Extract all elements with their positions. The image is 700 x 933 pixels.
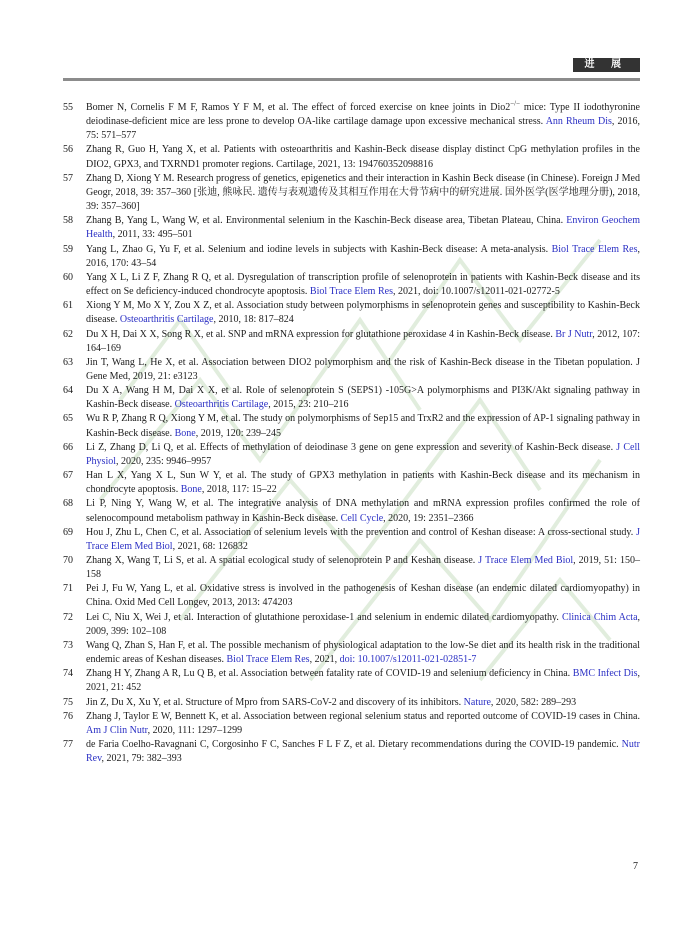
reference-text: Zhang D, Xiong Y M. Research progress of genetics, epigenetics and their interaction in Kashin Beck disease (in Chinese). Foreign J Med Geogr, 2018, 39: 357–360 [张迪, 熊咏民. 遗传与表观遗传及其相互作用在大骨节病中的研究进展. 国外医学(医学地理分册), 2018, 39: 357–360] [86,172,640,213]
reference-number: 72 [63,611,73,623]
reference-number: 58 [63,215,73,227]
reference-item [63,214,640,242]
reference-text: de Faria Coelho-Ravagnani C, Corgosinho F C, Sanches F L F Z, et al. Dietary recommendations during the COVID-19 pandemic. [86,739,622,751]
reference-number: 71 [63,583,73,595]
reference-text: Lei C, Niu X, Wei J, et al. Interaction of glutathione peroxidase-1 and selenium in endemic dilated cardiomyopathy. [86,611,562,623]
reference-number: 63 [63,356,73,368]
reference-text: , 2021, [309,654,340,666]
reference-text: Zhang J, Taylor E W, Bennett K, et al. Association between regional selenium status and reported outcome of COVID-19 cases in China. [86,710,640,722]
superscript-text: −/− [510,99,521,108]
journal-link[interactable]: Nutr Rev [86,739,640,765]
reference-number: 67 [63,470,73,482]
reference-item [63,667,640,695]
journal-link[interactable]: Environ Geochem Health [86,215,640,241]
page-content [63,58,640,766]
reference-item [63,554,640,582]
reference-item [63,299,640,327]
reference-item [63,243,640,271]
journal-link[interactable]: doi: 10.1007/s12011-021-02851-7 [339,654,477,666]
page-number: 7 [633,861,638,872]
journal-link[interactable]: Bone [174,427,196,439]
reference-text: Jin T, Wang L, He X, et al. Association between DIO2 polymorphism and the risk of Kashin-Beck disease in the Tibetan population. J Gene Med, 2019, 21: e3123 [86,356,640,382]
reference-number: 55 [63,102,73,113]
journal-link[interactable]: Am J Clin Nutr [86,724,148,736]
reference-text: , 2016, 75: 571–577 [86,116,641,142]
journal-link[interactable]: Clinica Chim Acta [561,611,638,623]
reference-text: Hou J, Zhu L, Chen C, et al. Association of selenium levels with the prevention and control of Keshan disease: A cross-sectional study. [86,526,637,538]
reference-number: 65 [63,413,73,425]
reference-text: , 2009, 399: 102–108 [86,611,641,637]
reference-item [63,101,640,143]
reference-text: , 2011, 33: 495–501 [112,229,193,241]
reference-list [63,101,640,766]
reference-text: , 2021, doi: 10.1007/s12011-021-02772-5 [392,286,560,298]
journal-link[interactable]: Br J Nutr [555,328,593,340]
reference-item [63,172,640,214]
journal-link[interactable]: J Trace Elem Med Biol [86,526,640,552]
journal-link[interactable]: Cell Cycle [340,512,384,524]
journal-link[interactable]: Biol Trace Elem Res [226,654,310,666]
reference-text: Li P, Ning Y, Wang W, et al. The integrative analysis of DNA methylation and mRNA expression profiles confirmed the role of selenocompound metabolism pathway in Kashin-Beck disease. [86,498,640,524]
reference-text: , 2020, 19: 2351–2366 [383,512,474,524]
reference-text: , 2021, 21: 452 [86,668,640,694]
journal-link[interactable]: J Cell Physiol [86,441,640,467]
reference-text: Du X A, Wang H M, Dai X X, et al. Role of selenoprotein S (SEPS1) -105G>A polymorphisms and PI3K/Akt signaling pathway in Kashin-Beck disease. [86,385,640,411]
journal-link[interactable]: Nature [463,696,491,708]
reference-item [63,143,640,171]
reference-number: 69 [63,526,73,538]
reference-text: , 2019, 51: 150–158 [86,555,640,581]
journal-link[interactable]: Biol Trace Elem Res [551,243,638,255]
reference-text: , 2020, 582: 289–293 [490,696,577,708]
journal-link[interactable]: J Trace Elem Med Biol [478,555,574,566]
reference-item [63,412,640,440]
reference-item [63,441,640,469]
journal-link[interactable]: Osteoarthritis Cartilage [174,399,269,411]
reference-number: 74 [63,668,73,680]
header-rule [63,78,640,81]
reference-item [63,469,640,497]
reference-text: Zhang R, Guo H, Yang X, et al. Patients with osteoarthritis and Kashin-Beck disease display distinct CpG methylation profiles in the DIO2, GPX3, and TXRND1 promoter regions. Cartilage, 2021, 13: 194760352098816 [86,144,640,170]
reference-item [63,710,640,738]
reference-number: 76 [63,710,73,722]
reference-number: 62 [63,328,73,340]
reference-text: Wang Q, Zhan S, Han F, et al. The possible mechanism of physiological adaptation to the low-Se diet and its health risk in the traditional endemic areas of Keshan diseases. [86,639,640,666]
reference-item [63,639,640,667]
reference-text: Yang L, Zhao G, Yu F, et al. Selenium and iodine levels in subjects with Kashin-Beck disease: A meta-analysis. [86,243,552,255]
reference-number: 68 [63,498,73,510]
reference-text: , 2016, 170: 43–54 [86,243,640,269]
reference-text: Xiong Y M, Mo X Y, Zou X Z, et al. Association study between polymorphisms in selenoprotein genes and susceptibility to Kashin-Beck disease. [86,300,640,326]
reference-text: Wu R P, Zhang R Q, Xiong Y M, et al. The study on polymorphisms of Sep15 and TrxR2 and the expression of AP-1 signaling pathway in Kashin-Beck disease. [86,413,640,439]
reference-text: Yang X L, Li Z F, Zhang R Q, et al. Dysregulation of transcription profile of selenoprotein in patients with Kashin-Beck disease and its effect on Se deficiency-induced chondrocyte apoptosis. [86,271,640,298]
journal-link[interactable]: Biol Trace Elem Res [309,286,393,298]
reference-text: , 2012, 107: 164–169 [86,328,641,354]
reference-text: , 2015, 23: 210–216 [268,399,349,411]
journal-link[interactable]: Ann Rheum Dis [545,116,612,128]
reference-text: , 2021, 79: 382–393 [101,753,182,765]
reference-text: , 2020, 235: 9946–9957 [116,455,212,467]
reference-item [63,356,640,384]
reference-number: 56 [63,144,73,156]
reference-text: mice: Type II iodothyronine deiodinase-deficient mice are less prone to develop OA-like cartilage damage upon excessive mechanical stress. [86,102,640,128]
reference-number: 64 [63,385,73,397]
reference-item [63,696,640,710]
reference-text: Zhang X, Wang T, Li S, et al. A spatial ecological study of selenoprotein P and Keshan disease. [86,555,479,566]
reference-number: 66 [63,441,73,453]
reference-number: 75 [63,696,73,708]
reference-item [63,526,640,554]
reference-text: , 2018, 117: 15–22 [201,484,277,496]
reference-item [63,384,640,412]
reference-text: Zhang H Y, Zhang A R, Lu Q B, et al. Association between fatality rate of COVID-19 and selenium deficiency in China. [86,668,573,680]
reference-text: Zhang B, Yang L, Wang W, et al. Environmental selenium in the Kaschin-Beck disease area, Tibetan Plateau, China. [86,215,567,227]
reference-number: 70 [63,555,73,566]
reference-item [63,582,640,610]
journal-link[interactable]: Bone [180,484,202,496]
reference-number: 57 [63,172,73,184]
reference-number: 59 [63,243,73,255]
reference-item [63,611,640,639]
page-header [63,58,640,78]
reference-text: , 2020, 111: 1297–1299 [147,724,243,736]
reference-text: , 2019, 120: 239–245 [195,427,281,439]
reference-item [63,328,640,356]
reference-number: 60 [63,271,73,283]
reference-text: Pei J, Fu W, Yang L, et al. Oxidative stress is involved in the pathogenesis of Keshan disease (an endemic dilated cardiomyopathy) in China. Oxid Med Cell Longev, 2013, 2013: 474203 [86,583,640,609]
journal-link[interactable]: BMC Infect Dis [572,668,638,680]
reference-number: 73 [63,639,73,651]
reference-item [63,271,640,299]
section-tag-badge: 进 展 [573,58,641,72]
journal-link[interactable]: Osteoarthritis Cartilage [119,314,214,326]
reference-text: Li Z, Zhang D, Li Q, et al. Effects of methylation of deiodinase 3 gene on gene expression and severity of Kashin-Beck disease. [86,441,617,453]
reference-text: Han L X, Yang X L, Sun W Y, et al. The study of GPX3 methylation in patients with Kashin-Beck disease and its mechanism in chondrocyte apoptosis. [86,470,640,496]
reference-text: , 2021, 68: 126832 [172,540,248,552]
reference-text: Jin Z, Du X, Xu Y, et al. Structure of Mpro from SARS-CoV-2 and discovery of its inhibitors. [86,696,464,708]
reference-item [63,738,640,766]
reference-number: 61 [63,300,73,312]
reference-text: Bomer N, Cornelis F M F, Ramos Y F M, et al. The effect of forced exercise on knee joints in Dio2 [86,102,511,113]
reference-number: 77 [63,739,73,751]
reference-text: Du X H, Dai X X, Song R X, et al. SNP and mRNA expression for glutathione peroxidase 4 in Kashin-Beck disease. [86,328,556,340]
reference-item [63,497,640,525]
reference-text: , 2010, 18: 817–824 [213,314,294,326]
